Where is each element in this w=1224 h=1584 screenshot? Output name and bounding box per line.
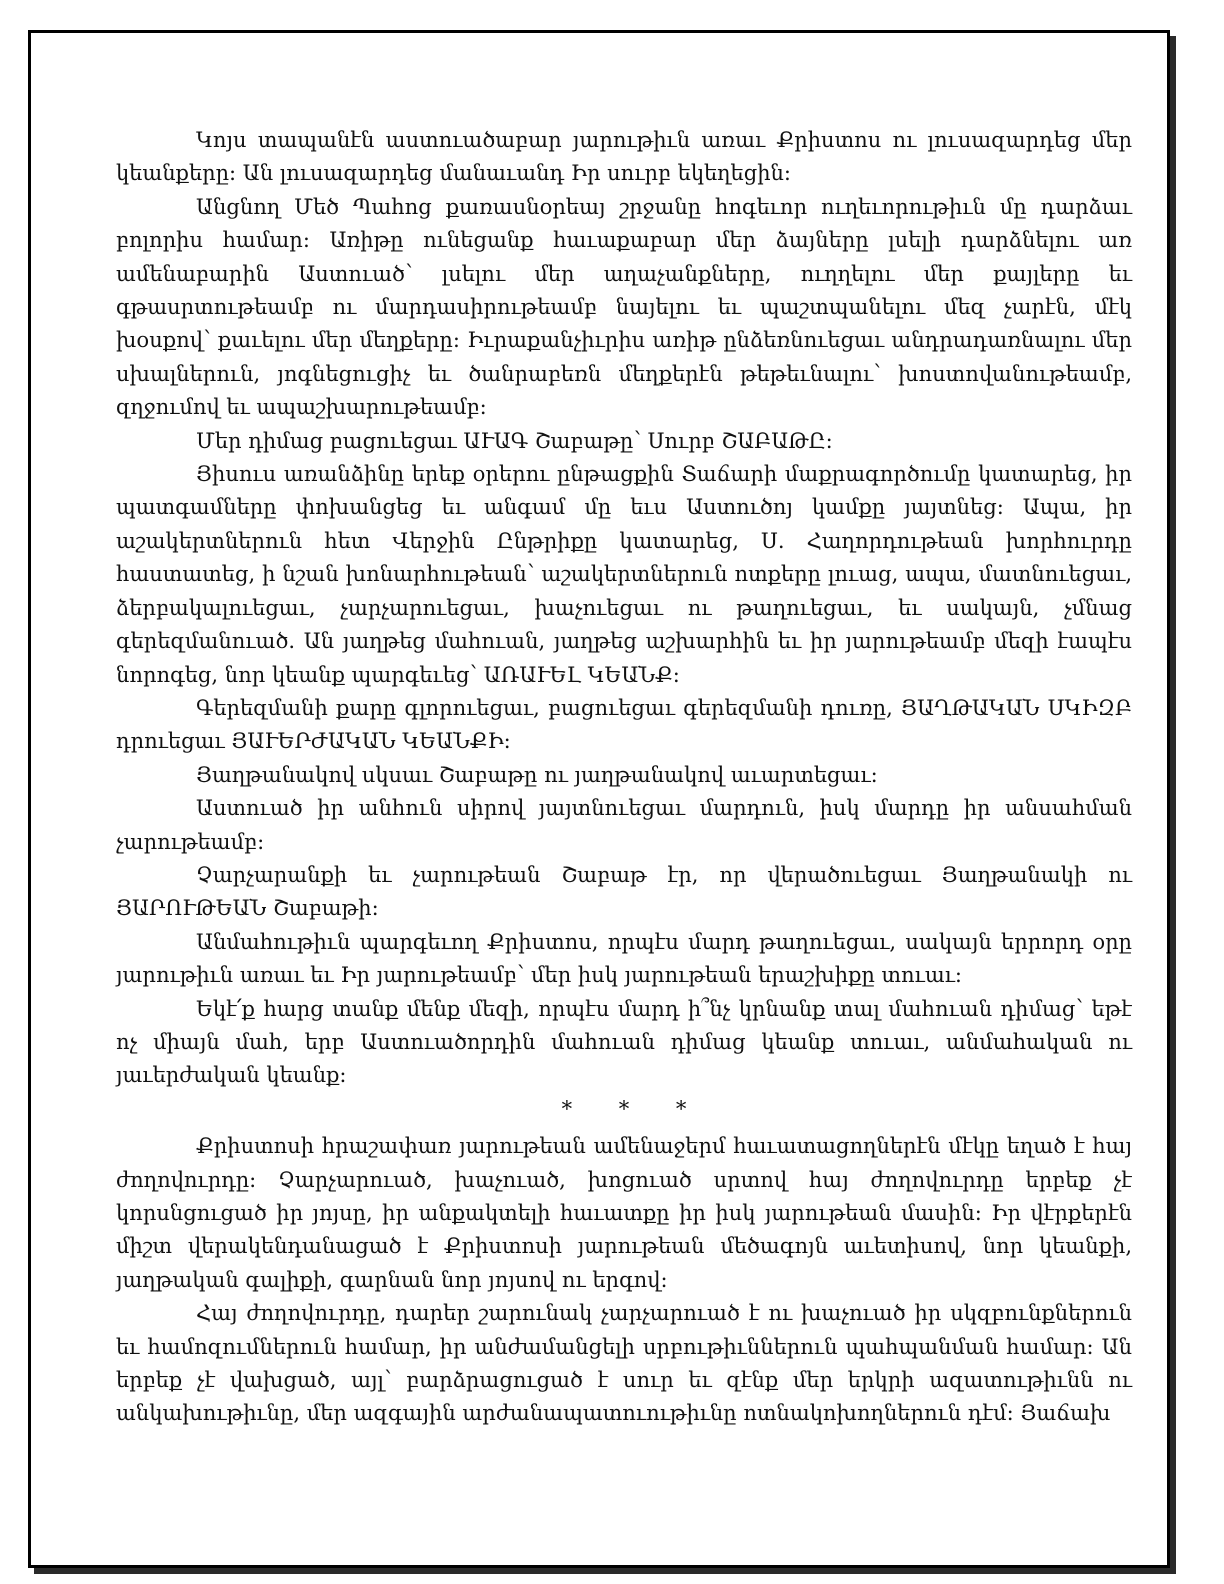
paragraph: Հայ ժողովուրդը, դարեր շարունակ չարչարուած է ու խաչուած իր սկզբունքներուն եւ համոզումներուն համար, իր անժամանցելի սրբութիւններուն պահպանման համար: Ան երբեք չէ վախցած, այլ՝ բարձրացուցած է սուր եւ զէնք մեր երկրի ազատութիւնն ու անկախութիւնը, մեր ազգային արժանապատուութիւնը ոտնակոխողներուն դէմ: Յաճախ	[116, 1301, 1132, 1426]
paragraph: Մեր դիմաց բացուեցաւ ԱՒԱԳ Շաբաթը՝ Սուրբ ՇԱԲԱԹԸ:	[196, 428, 833, 453]
paragraph: Եկէ՛ք հարց տանք մենք մեզի, որպէս մարդ ի՞նչ կրնանք տալ մահուան դիմաց՝ եթէ ոչ միայն մահ, երբ Աստուածորդին մահուան դիմաց կեանք տուաւ, անմահական ու յաւերժական կեանք:	[116, 996, 1132, 1088]
paragraph: Յիսուս առանձինը երեք օրերու ընթացքին Տաճարի մաքրագործումը կատարեց, իր պատգամները փոխանցեց եւ անգամ մը եւս Աստուծոյ կամքը յայտնեց: Ապա, իր աշակերտներուն հետ Վերջին Ընթրիքը կատարեց, Ս. Հաղորդութեան խորհուրդը հաստատեց, ի նշան խոնարհութեան՝ աշակերտներուն ոտքերը լուաց, ապա, մատնուեցաւ, ձերբակալուեցաւ, չարչարուեցաւ, խաչուեցաւ ու թաղուեցաւ, եւ սակայն, չմնաց գերեզմանուած. Ան յաղթեց մահուան, յաղթեց աշխարհին եւ իր յարութեամբ մեզի էապէս նորոգեց, նոր կեանք պարգեւեց՝ ԱՌԱՒԵԼ ԿԵԱՆՔ:	[116, 462, 1132, 687]
paragraph: Գերեզմանի քարը գլորուեցաւ, բացուեցաւ գերեզմանի դուռը, ՅԱՂԹԱԿԱՆ ՍԿԻԶԲ դրուեցաւ ՅԱՒԵՐԺԱԿԱՆ ԿԵԱՆՔԻ:	[116, 695, 1132, 754]
paragraph: Անմահութիւն պարգեւող Քրիստոս, որպէս մարդ թաղուեցաւ, սակայն երրորդ օրը յարութիւն առաւ եւ Իր յարութեամբ՝ մեր իսկ յարութեան երաշխիքը տուաւ:	[116, 929, 1132, 988]
section-separator: * * *	[561, 1096, 687, 1121]
paragraph: Չարչարանքի եւ չարութեան Շաբաթ էր, որ վերածուեցաւ Յաղթանակի ու ՅԱՐՈՒԹԵԱՆ Շաբաթի:	[116, 862, 1132, 921]
paragraph: Աստուած իր անհուն սիրով յայտնուեցաւ մարդուն, իսկ մարդը իր անսահման չարութեամբ:	[116, 796, 1132, 854]
paragraph: Յաղթանակով սկսաւ Շաբաթը ու յաղթանակով աւարտեցաւ:	[196, 762, 878, 787]
paragraph: Անցնող Մեծ Պահոց քառասնօրեայ շրջանը հոգեւոր ուղեւորութիւն մը դարձաւ բոլորիս համար: Առիթը ունեցանք հաւաքաբար մեր ձայները լսելի դարձնելու առ ամենաբարին Աստուած՝ լսելու մեր աղաչանքները, ուղղելու մեր քայլերը եւ գթասրտութեամբ ու մարդասիրութեամբ նայելու եւ պաշտպանելու մեզ չարէն, մէկ խօսքով՝ քաւելու մեր մեղքերը: Իւրաքանչիւրիս առիթ ընձեռնուեցաւ անդրադառնալու մեր սխալներուն, յոգնեցուցիչ եւ ծանրաբեռն մեղքերէն թեթեւնալու՝ խոստովանութեամբ, զղջումով եւ ապաշխարութեամբ:	[116, 194, 1132, 420]
paragraph: Քրիստոսի հրաշափառ յարութեան ամենաջերմ հաւատացողներէն մէկը եղած է հայ ժողովուրդը: Չարչարուած, խաչուած, խոցուած սրտով հայ ժողովուրդը երբեք չէ կորսնցուցած իր յոյսը, իր անքակտելի հաւատքը իր իսկ յարութեան մասին: Իր վէրքերէն միշտ վերակենդանացած է Քրիստոսի յարութեան մեծագոյն աւետիսով, նոր կեանքի, յաղթական գալիքի, գարնան նոր յոյսով ու երգով:	[116, 1134, 1132, 1292]
document-body	[116, 124, 1132, 1431]
paragraph: Կոյս տապանէն աստուածաբար յարութիւն առաւ Քրիստոս ու լուսազարդեց մեր կեանքերը: Ան լուսազարդեց մանաւանդ Իր սուրբ եկեղեցին:	[116, 128, 1132, 186]
